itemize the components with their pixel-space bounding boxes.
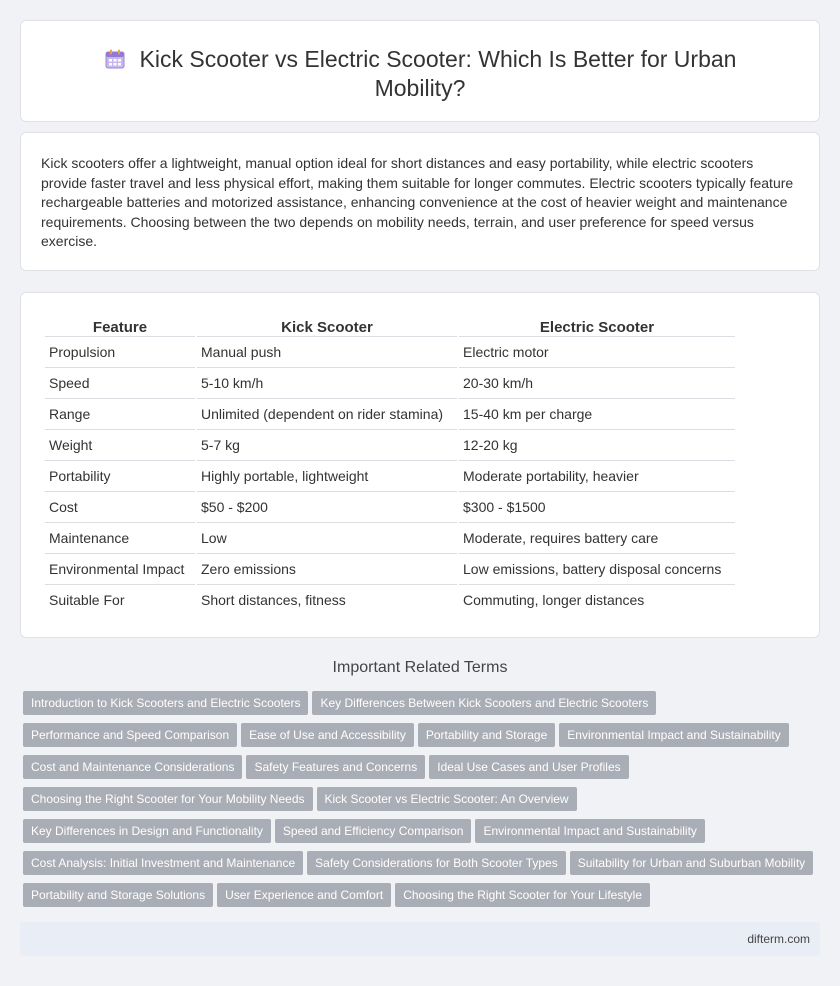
header-electric-scooter: Electric Scooter (539, 319, 655, 336)
electric-cell: Low emissions, battery disposal concerns (459, 553, 735, 584)
related-term-tag[interactable]: Choosing the Right Scooter for Your Lifestyle (395, 883, 650, 907)
feature-cell: Environmental Impact (45, 553, 195, 584)
related-term-tag[interactable]: Environmental Impact and Sustainability (475, 819, 704, 843)
table-row (45, 429, 735, 460)
electric-cell: Electric motor (459, 336, 735, 367)
table-row (45, 460, 735, 491)
related-term-tag[interactable]: Cost Analysis: Initial Investment and Maintenance (23, 851, 303, 875)
tag-row (23, 787, 823, 819)
electric-cell: Moderate portability, heavier (459, 460, 735, 491)
related-terms-list (23, 691, 823, 915)
table-row (45, 584, 735, 615)
electric-cell: 12-20 kg (459, 429, 735, 460)
related-term-tag[interactable]: Suitability for Urban and Suburban Mobility (570, 851, 813, 875)
related-term-tag[interactable]: Key Differences in Design and Functionality (23, 819, 271, 843)
tag-row (23, 691, 823, 723)
intro-card (20, 132, 820, 271)
kick-cell: Manual push (197, 336, 457, 367)
kick-cell: $50 - $200 (197, 491, 457, 522)
tag-row (23, 755, 823, 787)
related-term-tag[interactable]: Speed and Efficiency Comparison (275, 819, 472, 843)
electric-cell: 15-40 km per charge (459, 398, 735, 429)
electric-cell: $300 - $1500 (459, 491, 735, 522)
calendar-icon (104, 48, 126, 70)
related-terms-heading: Important Related Terms (332, 659, 508, 676)
electric-cell: Moderate, requires battery care (459, 522, 735, 553)
related-term-tag[interactable]: Kick Scooter vs Electric Scooter: An Overview (317, 787, 577, 811)
electric-cell: Commuting, longer distances (459, 584, 735, 615)
header-feature: Feature (92, 319, 148, 336)
intro-paragraph: Kick scooters offer a lightweight, manual option ideal for short distances and easy portability, while electric scooters provide faster travel and less physical effort, making them suitable for longer commutes. Electric scooters typically feature rechargeable batteries and motorized assistance, enhancing convenience at the cost of heavier weight and maintenance requirements. Choosing between the two depends on mobility needs, terrain, and user preference for speed versus exercise. (41, 155, 794, 250)
related-term-tag[interactable]: Environmental Impact and Sustainability (559, 723, 788, 747)
related-term-tag[interactable]: Ease of Use and Accessibility (241, 723, 414, 747)
footer-site-link[interactable]: difterm.com (747, 932, 810, 946)
feature-cell: Speed (45, 367, 195, 398)
header-kick-scooter: Kick Scooter (281, 319, 373, 336)
table-row (45, 336, 735, 367)
feature-cell: Portability (45, 460, 195, 491)
kick-cell: Low (197, 522, 457, 553)
table-header-row (45, 314, 735, 336)
tag-row (23, 883, 823, 915)
tag-row (23, 723, 823, 755)
related-term-tag[interactable]: Safety Considerations for Both Scooter Types (307, 851, 566, 875)
kick-cell: 5-7 kg (197, 429, 457, 460)
footer (20, 922, 820, 956)
related-term-tag[interactable]: Introduction to Kick Scooters and Electric Scooters (23, 691, 308, 715)
related-term-tag[interactable]: Ideal Use Cases and User Profiles (429, 755, 628, 779)
related-term-tag[interactable]: Portability and Storage (418, 723, 555, 747)
table-row (45, 367, 735, 398)
related-term-tag[interactable]: Cost and Maintenance Considerations (23, 755, 242, 779)
kick-cell: Short distances, fitness (197, 584, 457, 615)
comparison-table (43, 314, 737, 615)
feature-cell: Propulsion (45, 336, 195, 367)
tag-row (23, 851, 823, 883)
page-title-wrap (21, 45, 819, 103)
related-term-tag[interactable]: User Experience and Comfort (217, 883, 391, 907)
feature-cell: Weight (45, 429, 195, 460)
title-card (20, 20, 820, 122)
table-row (45, 553, 735, 584)
related-term-tag[interactable]: Safety Features and Concerns (246, 755, 425, 779)
feature-cell: Cost (45, 491, 195, 522)
table-row (45, 398, 735, 429)
related-term-tag[interactable]: Choosing the Right Scooter for Your Mobility Needs (23, 787, 313, 811)
feature-cell: Range (45, 398, 195, 429)
feature-cell: Maintenance (45, 522, 195, 553)
related-term-tag[interactable]: Portability and Storage Solutions (23, 883, 213, 907)
kick-cell: Highly portable, lightweight (197, 460, 457, 491)
related-term-tag[interactable]: Performance and Speed Comparison (23, 723, 237, 747)
comparison-table-card (20, 292, 820, 638)
electric-cell: 20-30 km/h (459, 367, 735, 398)
kick-cell: 5-10 km/h (197, 367, 457, 398)
page-title: Kick Scooter vs Electric Scooter: Which Is Better for Urban Mobility? (139, 46, 737, 101)
feature-cell: Suitable For (45, 584, 195, 615)
table-row (45, 491, 735, 522)
related-term-tag[interactable]: Key Differences Between Kick Scooters and Electric Scooters (312, 691, 656, 715)
table-row (45, 522, 735, 553)
kick-cell: Unlimited (dependent on rider stamina) (197, 398, 457, 429)
kick-cell: Zero emissions (197, 553, 457, 584)
tag-row (23, 819, 823, 851)
